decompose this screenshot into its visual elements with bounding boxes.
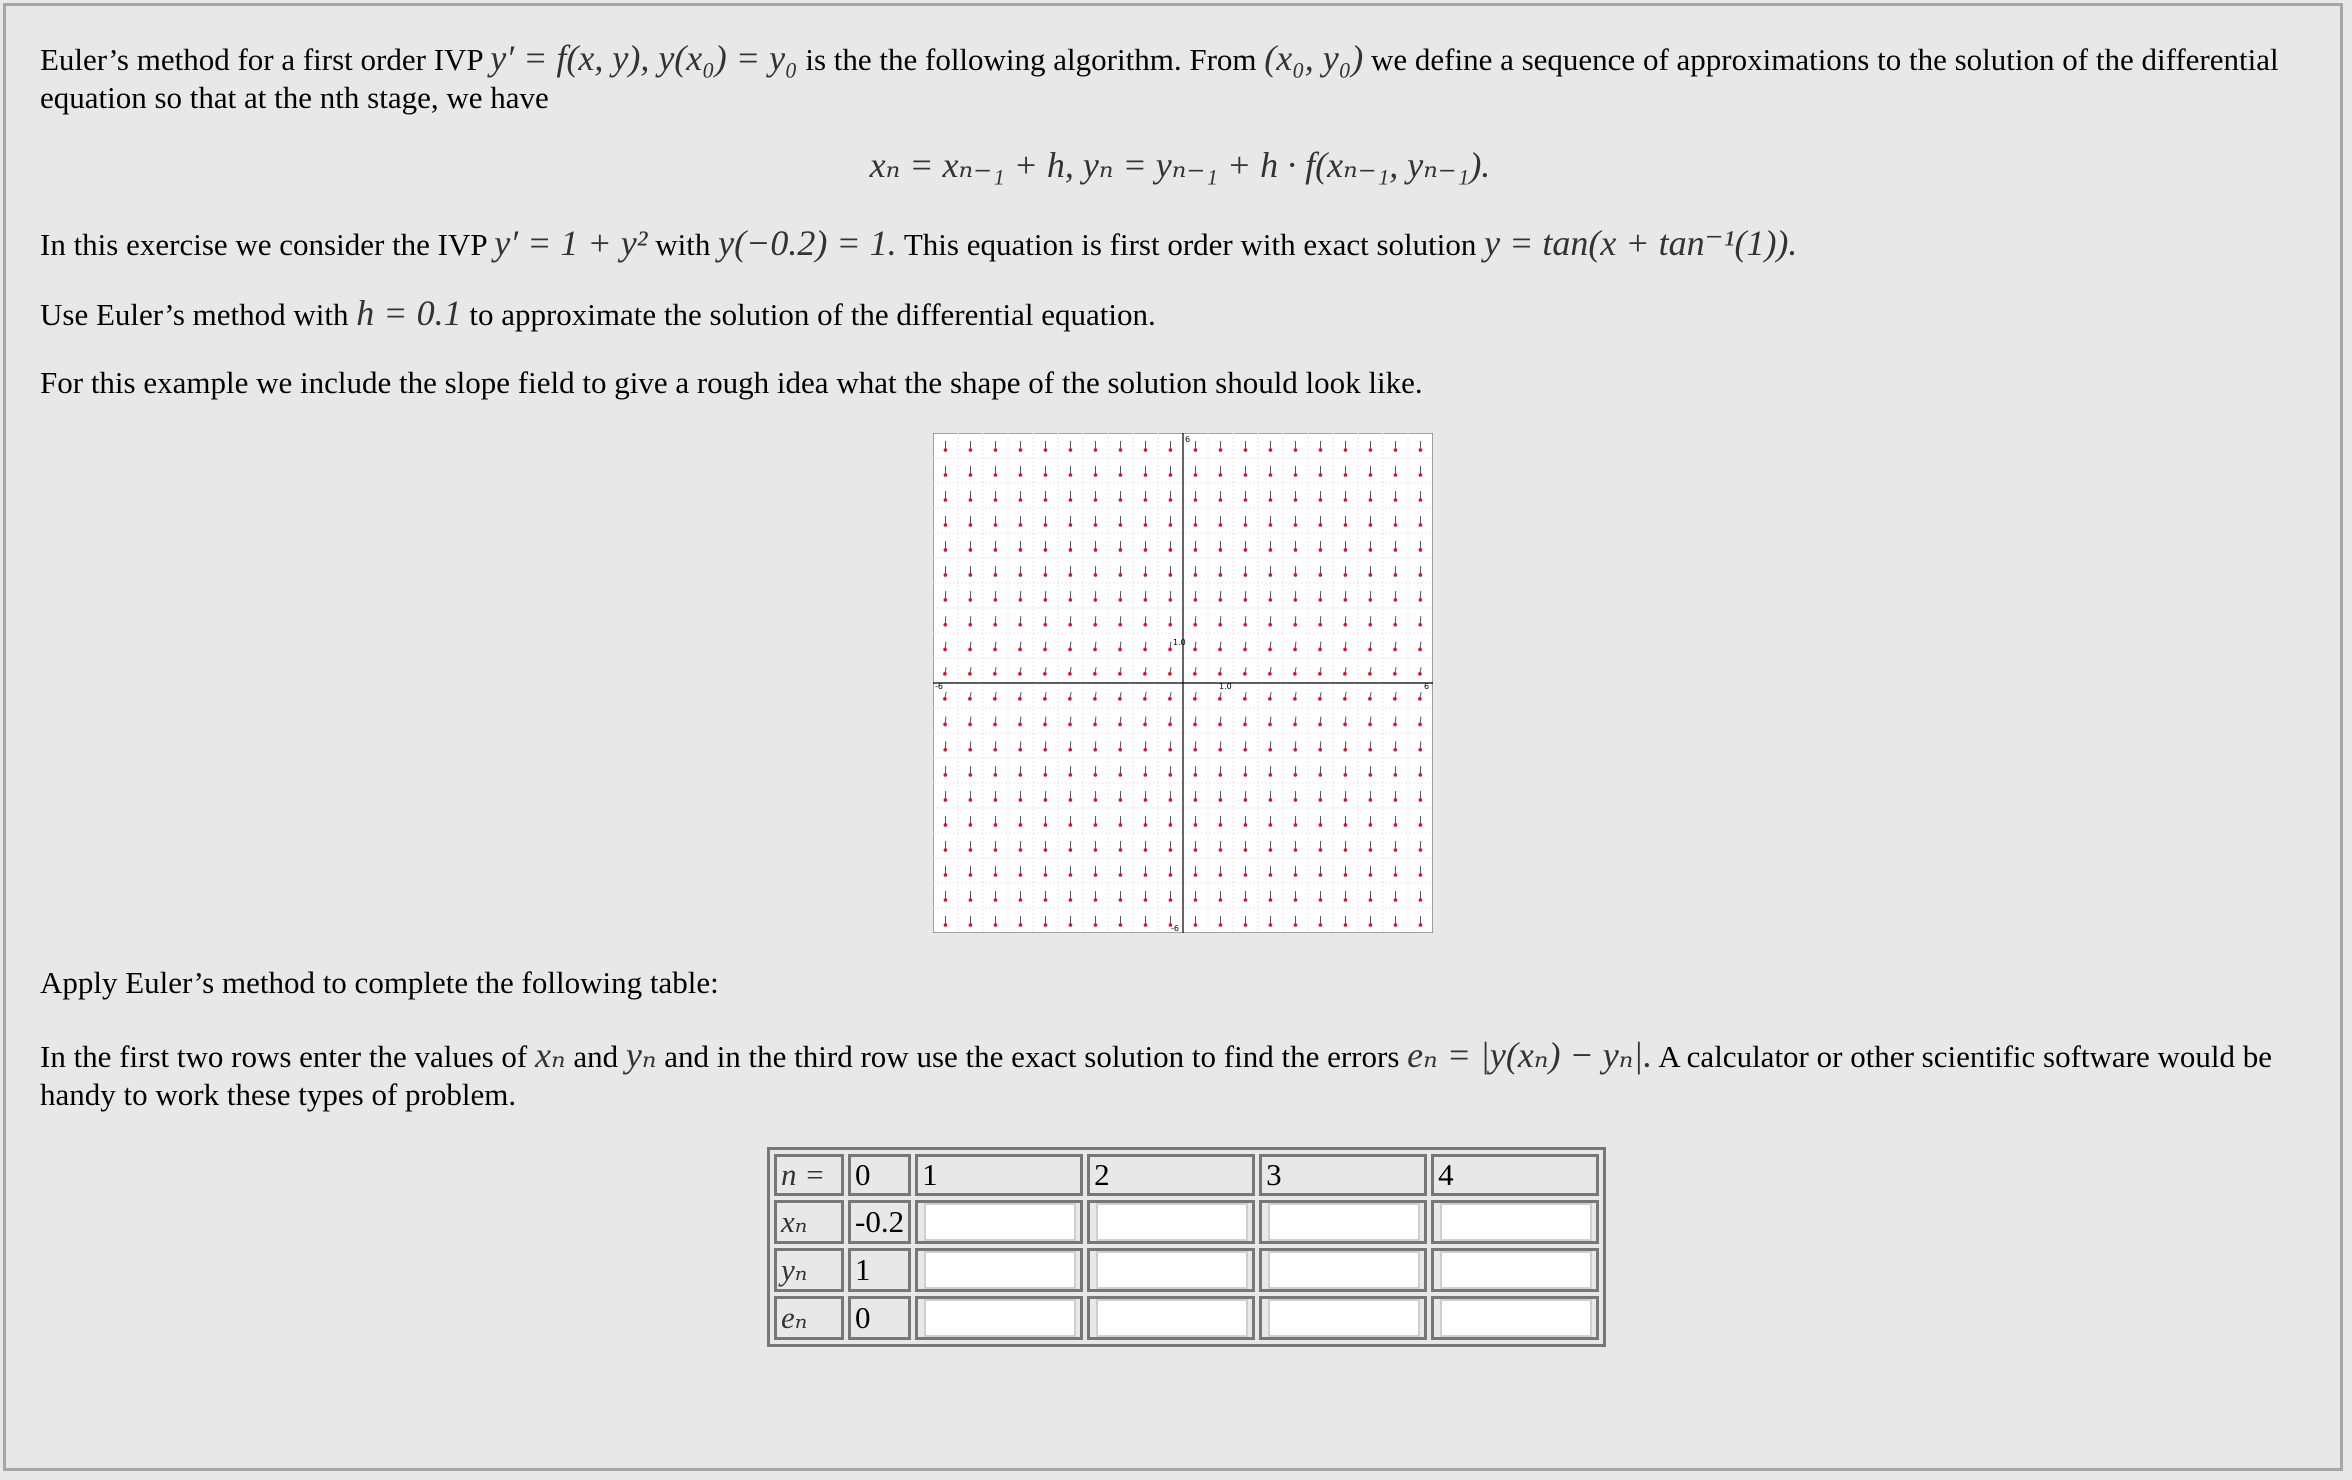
yn-cell-1 <box>915 1248 1083 1292</box>
en-cell-3 <box>1259 1296 1427 1340</box>
xn-input-2[interactable] <box>1096 1203 1248 1241</box>
instructions-and: and <box>573 1039 619 1074</box>
tick-label-x-one: 1.0 <box>1219 682 1232 691</box>
instructions-text-c: A calculator or other scientific software would be handy to work these types of problem. <box>40 1039 2272 1112</box>
yn-input-1[interactable] <box>924 1251 1076 1289</box>
tick-label-y-min: -6 <box>1171 924 1179 933</box>
yn-input-3[interactable] <box>1268 1251 1420 1289</box>
xn-input-4[interactable] <box>1440 1203 1592 1241</box>
en-input-2[interactable] <box>1096 1299 1248 1337</box>
euler-table <box>767 1147 1606 1347</box>
step-text-a: Use Euler’s method with <box>40 297 349 332</box>
en-cell-2 <box>1087 1296 1255 1340</box>
xn-input-3[interactable] <box>1268 1203 1420 1241</box>
row-label-en: eₙ <box>774 1296 844 1340</box>
step-paragraph <box>40 294 2320 334</box>
yn-cell-2 <box>1087 1248 1255 1292</box>
yn-initial-value: 1 <box>848 1248 911 1292</box>
table-row-yn <box>774 1248 1599 1292</box>
xn-cell-3 <box>1259 1200 1427 1244</box>
intro-paragraph <box>40 39 2320 117</box>
problem-frame <box>3 3 2343 1471</box>
instructions-text-b: and in the third row use the exact solution to find the errors <box>664 1039 1400 1074</box>
row-label-xn: xₙ <box>774 1200 844 1244</box>
en-cell-1 <box>915 1296 1083 1340</box>
tick-label-y-max: 6 <box>1185 435 1191 444</box>
header-index-4: 4 <box>1431 1154 1599 1196</box>
error-formula: eₙ = |y(xₙ) − yₙ|. <box>1407 1035 1653 1075</box>
step-text-b: to approximate the solution of the differential equation. <box>469 297 1156 332</box>
instructions-paragraph <box>40 1036 2320 1114</box>
header-index-0: 0 <box>848 1154 911 1196</box>
xn-symbol: xₙ <box>535 1035 566 1075</box>
instructions-text-a: In the first two rows enter the values of <box>40 1039 528 1074</box>
tick-label-x-min: -6 <box>935 682 943 691</box>
header-index-2: 2 <box>1087 1154 1255 1196</box>
yn-input-4[interactable] <box>1440 1251 1592 1289</box>
yn-cell-3 <box>1259 1248 1427 1292</box>
header-index-1: 1 <box>915 1154 1083 1196</box>
xn-cell-4 <box>1431 1200 1599 1244</box>
xn-cell-2 <box>1087 1200 1255 1244</box>
intro-text-b: is the the following algorithm. From <box>805 42 1257 77</box>
header-index-3: 3 <box>1259 1154 1427 1196</box>
apply-heading: Apply Euler’s method to complete the following table: <box>40 965 719 1000</box>
table-header-row <box>774 1154 1599 1196</box>
initial-point: (x₀, y₀) <box>1264 38 1364 78</box>
intro-text-c: we define a sequence of approximations to the solution of the differential equation so that at the nth stage, we have <box>40 42 2279 115</box>
slope-field-note: For this example we include the slope field to give a rough idea what the shape of the solution should look like. <box>40 365 1423 400</box>
header-label: n = <box>774 1154 844 1196</box>
exercise-text-b: with <box>655 227 711 262</box>
ivp-equation: y′ = f(x, y), y(x₀) = y₀ <box>490 38 798 78</box>
step-size: h = 0.1 <box>356 293 462 333</box>
table-row-en <box>774 1296 1599 1340</box>
table-row-xn <box>774 1200 1599 1244</box>
tick-label-y-one: 1.0 <box>1173 638 1186 647</box>
euler-formula: xₙ = xₙ₋₁ + h, yₙ = yₙ₋₁ + h · f(xₙ₋₁, yₙ₋₁). <box>869 145 1491 185</box>
intro-text-a: Euler’s method for a first order IVP <box>40 42 483 77</box>
exercise-ode: y′ = 1 + y² <box>494 223 648 263</box>
en-input-4[interactable] <box>1440 1299 1592 1337</box>
en-initial-value: 0 <box>848 1296 911 1340</box>
exercise-paragraph <box>40 224 2320 264</box>
en-input-1[interactable] <box>924 1299 1076 1337</box>
xn-cell-1 <box>915 1200 1083 1244</box>
exercise-text-c: This equation is first order with exact solution <box>903 227 1477 262</box>
exercise-text-a: In this exercise we consider the IVP <box>40 227 487 262</box>
tick-label-x-max: 6 <box>1424 682 1430 691</box>
en-input-3[interactable] <box>1268 1299 1420 1337</box>
en-cell-4 <box>1431 1296 1599 1340</box>
exact-solution: y = tan(x + tan⁻¹(1)). <box>1484 223 1798 263</box>
xn-input-1[interactable] <box>924 1203 1076 1241</box>
yn-input-2[interactable] <box>1096 1251 1248 1289</box>
xn-initial-value: -0.2 <box>848 1200 911 1244</box>
yn-cell-4 <box>1431 1248 1599 1292</box>
exercise-initial-condition: y(−0.2) = 1. <box>718 223 897 263</box>
yn-symbol: yₙ <box>625 1035 657 1075</box>
slope-field-plot <box>933 433 1433 933</box>
row-label-yn: yₙ <box>774 1248 844 1292</box>
